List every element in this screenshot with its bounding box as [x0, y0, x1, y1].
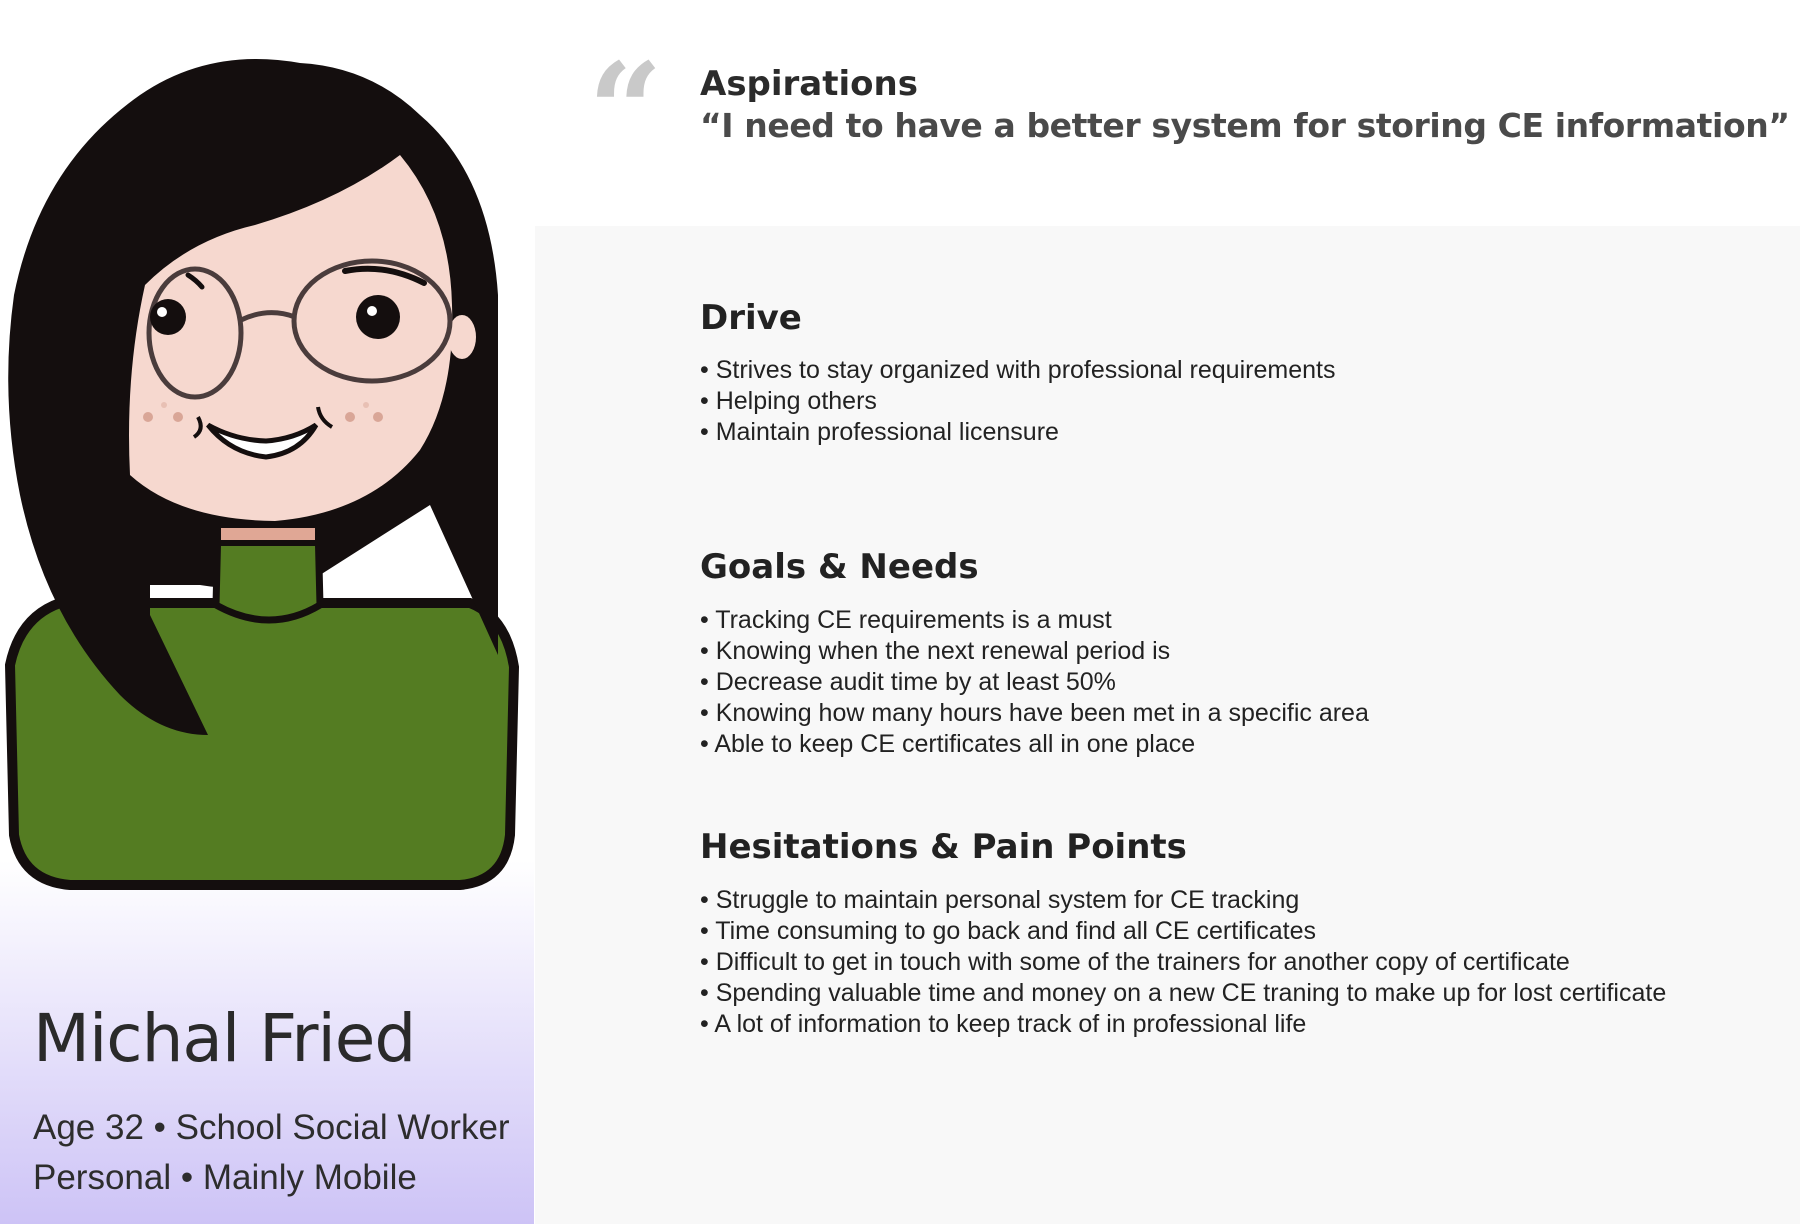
pain-points-list	[700, 885, 1666, 1040]
list-item: • Tracking CE requirements is a must	[700, 605, 1369, 636]
svg-text:“: “	[588, 52, 663, 142]
list-item: • Knowing how many hours have been met in a specific area	[700, 698, 1369, 729]
persona-demographics: Age 32 • School Social Worker	[33, 1108, 510, 1147]
list-item: • Struggle to maintain personal system for CE tracking	[700, 885, 1666, 916]
persona-usage: Personal • Mainly Mobile	[33, 1158, 417, 1197]
list-item: • Difficult to get in touch with some of the trainers for another copy of certificate	[700, 947, 1666, 978]
list-item: • Able to keep CE certificates all in one place	[700, 729, 1369, 760]
aspirations-quote: “I need to have a better system for storing CE information”	[700, 106, 1790, 145]
list-item: • Strives to stay organized with professional requirements	[700, 355, 1335, 386]
list-item: • A lot of information to keep track of in professional life	[700, 1009, 1666, 1040]
drive-list	[700, 355, 1335, 448]
list-item: • Helping others	[700, 386, 1335, 417]
list-item: • Maintain professional licensure	[700, 417, 1335, 448]
aspirations-title: Aspirations	[700, 64, 918, 104]
drive-title: Drive	[700, 298, 802, 338]
list-item: • Decrease audit time by at least 50%	[700, 667, 1369, 698]
list-item: • Spending valuable time and money on a new CE traning to make up for lost certificate	[700, 978, 1666, 1009]
quote-mark-icon	[588, 52, 670, 142]
pain-points-title: Hesitations & Pain Points	[700, 827, 1187, 867]
persona-avatar	[0, 55, 534, 895]
persona-name: Michal Fried	[33, 1000, 416, 1077]
persona-panel	[0, 0, 534, 1224]
list-item: • Knowing when the next renewal period is	[700, 636, 1369, 667]
goals-list	[700, 605, 1369, 760]
goals-title: Goals & Needs	[700, 547, 979, 587]
list-item: • Time consuming to go back and find all CE certificates	[700, 916, 1666, 947]
